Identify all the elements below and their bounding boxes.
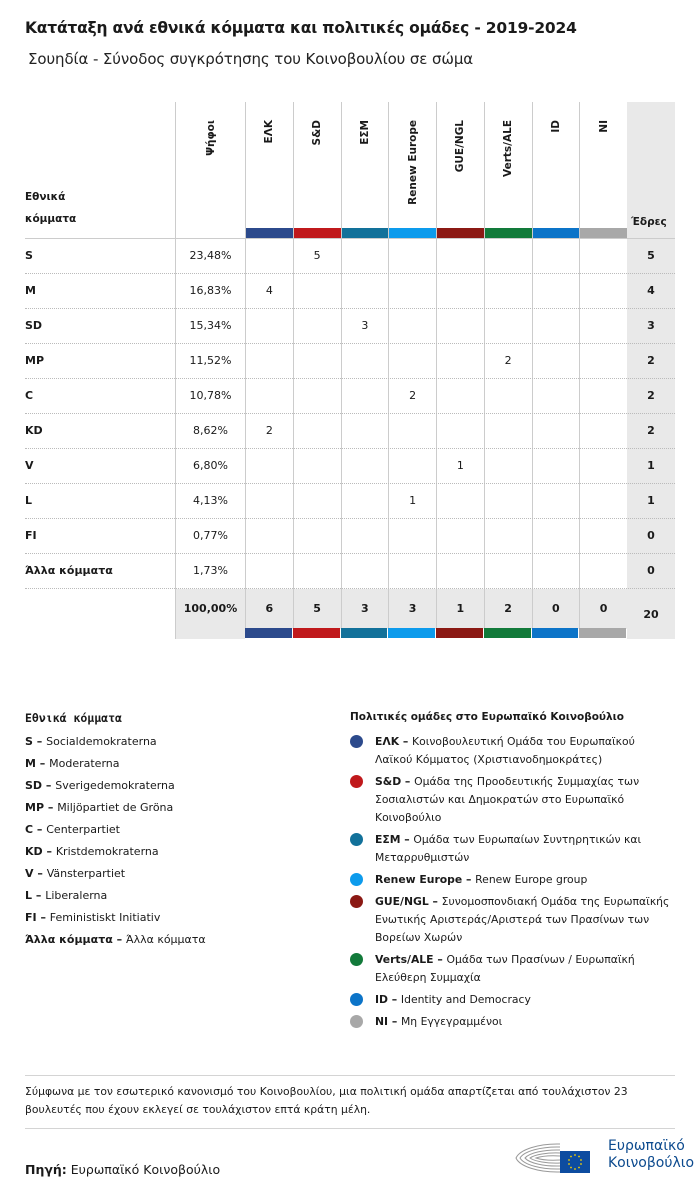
national-parties-legend <box>25 711 206 951</box>
seats-header-label: Έδρες <box>631 216 667 228</box>
seats-cell: 2 <box>627 379 675 414</box>
group-seats-cell <box>388 519 436 554</box>
table-header <box>25 102 675 238</box>
political-group-legend-item: GUE/NGL – Συνομοσπονδιακή Ομάδα της Ευρωπαϊκής Ενωτικής Αριστεράς/Αριστερά των Πρασίνων των Βορείων Χωρών <box>350 893 675 947</box>
total-seats-cell: 20 <box>627 589 675 639</box>
group-seats-cell: 5 <box>293 239 341 274</box>
political-group-legend-item: NI – Μη Εγγεγραμμένοι <box>350 1013 675 1031</box>
party-column-header <box>25 186 76 230</box>
votes-cell: 6,80% <box>175 449 245 484</box>
total-group-cell: 0 <box>532 589 580 629</box>
group-seats-cell <box>293 309 341 344</box>
group-color-bar <box>293 628 340 638</box>
group-color-bar <box>246 228 293 238</box>
group-seats-cell <box>293 449 341 484</box>
seats-cell: 4 <box>627 274 675 309</box>
total-group-cell: 3 <box>388 589 436 629</box>
table-row <box>25 518 675 553</box>
group-seats-cell <box>388 554 436 589</box>
group-seats-cell <box>579 554 627 589</box>
group-header-label: Renew Europe <box>406 120 419 205</box>
votes-cell: 0,77% <box>175 519 245 554</box>
logo-text <box>608 1138 694 1172</box>
total-group-cell: 5 <box>293 589 341 629</box>
group-seats-cell <box>436 309 484 344</box>
group-seats-cell <box>341 239 389 274</box>
group-seats-cell <box>532 239 580 274</box>
party-name: Miljöpartiet de Gröna <box>57 801 174 814</box>
national-party-legend-item: MP – Miljöpartiet de Gröna <box>25 801 174 814</box>
party-name: Socialdemokraterna <box>46 735 157 748</box>
group-color-bar <box>342 228 389 238</box>
group-seats-cell: 2 <box>484 344 532 379</box>
group-seats-cell <box>436 554 484 589</box>
group-seats-cell: 2 <box>388 379 436 414</box>
group-seats-cell <box>341 414 389 449</box>
source-value: Ευρωπαϊκό Κοινοβούλιο <box>70 1162 221 1177</box>
group-color-bar <box>437 228 484 238</box>
group-column-header <box>484 102 532 238</box>
political-groups-legend-title: Πολιτικές ομάδες στο Ευρωπαϊκό Κοινοβούλιο <box>350 711 624 723</box>
group-color-bar <box>245 628 292 638</box>
party-abbr: FI <box>25 911 37 924</box>
group-color-bar <box>341 628 388 638</box>
total-group-cell: 1 <box>436 589 484 629</box>
table-row <box>25 483 675 518</box>
party-cell: V <box>25 459 34 472</box>
page-title: Κατάταξη ανά εθνικά κόμματα και πολιτικές ομάδες - 2019-2024 <box>25 19 577 37</box>
party-cell: Άλλα κόμματα <box>25 564 113 577</box>
group-seats-cell <box>245 449 293 484</box>
group-seats-cell <box>341 449 389 484</box>
group-column-header <box>341 102 389 238</box>
group-abbr: NI <box>375 1015 389 1028</box>
party-abbr: SD <box>25 779 43 792</box>
table-row <box>25 448 675 483</box>
group-seats-cell: 2 <box>245 414 293 449</box>
parliament-hemicycle-icon <box>512 1138 604 1178</box>
group-seats-cell <box>579 379 627 414</box>
seats-table <box>25 102 675 638</box>
divider <box>25 1128 675 1129</box>
party-cell: KD <box>25 424 43 437</box>
party-cell: M <box>25 284 36 297</box>
group-seats-cell <box>341 484 389 519</box>
political-group-legend-item: ID – Identity and Democracy <box>350 991 675 1009</box>
group-seats-cell <box>388 449 436 484</box>
group-seats-cell <box>532 449 580 484</box>
group-color-dot-icon <box>350 993 363 1006</box>
group-seats-cell: 3 <box>341 309 389 344</box>
group-column-header <box>293 102 341 238</box>
group-seats-cell <box>436 379 484 414</box>
group-color-bar <box>580 228 627 238</box>
group-seats-cell <box>341 519 389 554</box>
national-party-legend-item: C – Centerpartiet <box>25 823 120 836</box>
group-seats-cell <box>484 519 532 554</box>
group-column-header <box>436 102 484 238</box>
group-color-bar <box>485 228 532 238</box>
group-color-dot-icon <box>350 1015 363 1028</box>
group-abbr: Renew Europe <box>375 873 463 886</box>
group-name: Renew Europe group <box>475 873 588 886</box>
political-group-legend-item: ΕΣΜ – Ομάδα των Ευρωπαίων Συντηρητικών και Μεταρρυθμιστών <box>350 831 675 867</box>
group-seats-cell <box>436 484 484 519</box>
group-seats-cell <box>293 554 341 589</box>
group-seats-cell <box>245 519 293 554</box>
table-row <box>25 273 675 308</box>
group-seats-cell: 1 <box>388 484 436 519</box>
votes-cell: 8,62% <box>175 414 245 449</box>
group-abbr: ΕΣΜ <box>375 833 401 846</box>
group-seats-cell <box>293 519 341 554</box>
party-name: Liberalerna <box>45 889 108 902</box>
total-group-cell: 2 <box>484 589 532 629</box>
group-seats-cell <box>484 554 532 589</box>
group-seats-cell <box>484 274 532 309</box>
seats-cell: 0 <box>627 519 675 554</box>
group-seats-cell <box>484 309 532 344</box>
group-seats-cell <box>484 449 532 484</box>
table-row <box>25 413 675 448</box>
group-seats-cell <box>579 239 627 274</box>
political-group-legend-item: ΕΛΚ – Κοινοβουλευτική Ομάδα του Ευρωπαϊκού Λαϊκού Κόμματος (Χριστιανοδημοκράτες) <box>350 733 675 769</box>
group-column-header <box>532 102 580 238</box>
group-seats-cell <box>388 239 436 274</box>
group-name: Ομάδα των Ευρωπαίων Συντηρητικών και Μεταρρυθμιστών <box>375 833 642 864</box>
footnote: Σύμφωνα με τον εσωτερικό κανονισμό του Κοινοβουλίου, μια πολιτική ομάδα απαρτίζεται από τουλάχιστον 23 βουλευτές που έχουν εκλεγεί σε τουλάχιστον επτά κράτη μέλη. <box>25 1085 628 1116</box>
group-seats-cell <box>245 309 293 344</box>
national-party-legend-item: S – Socialdemokraterna <box>25 735 157 748</box>
group-color-dot-icon <box>350 873 363 886</box>
group-color-bar <box>436 628 483 638</box>
table-row <box>25 343 675 378</box>
political-group-legend-item: Renew Europe – Renew Europe group <box>350 871 675 889</box>
group-seats-cell <box>341 379 389 414</box>
group-seats-cell <box>532 379 580 414</box>
party-abbr: M <box>25 757 36 770</box>
party-abbr: S <box>25 735 33 748</box>
group-header-label: NI <box>597 120 610 133</box>
group-header-label: GUE/NGL <box>454 120 467 173</box>
party-cell: S <box>25 249 33 262</box>
votes-cell: 4,13% <box>175 484 245 519</box>
group-color-bar <box>579 628 626 638</box>
group-color-bar <box>389 228 436 238</box>
group-seats-cell <box>532 309 580 344</box>
group-seats-cell <box>341 274 389 309</box>
political-groups-legend <box>350 711 675 1035</box>
group-seats-cell <box>579 309 627 344</box>
group-seats-cell <box>293 379 341 414</box>
table-row <box>25 378 675 413</box>
group-header-label: ΕΣΜ <box>358 120 371 145</box>
group-seats-cell: 1 <box>436 449 484 484</box>
group-seats-cell <box>484 414 532 449</box>
group-seats-cell <box>484 379 532 414</box>
table-row <box>25 553 675 588</box>
group-seats-cell <box>579 519 627 554</box>
totals-row <box>25 588 675 638</box>
group-header-label: Verts/ALE <box>502 120 515 177</box>
party-abbr: L <box>25 889 33 902</box>
national-party-legend-item: KD – Kristdemokraterna <box>25 845 159 858</box>
group-seats-cell <box>579 274 627 309</box>
group-seats-cell <box>436 344 484 379</box>
national-parties-legend-title: Εθνικά κόμματα <box>25 711 122 725</box>
party-name: Feministiskt Initiativ <box>49 911 161 924</box>
group-abbr: Verts/ALE <box>375 953 434 966</box>
party-cell: MP <box>25 354 45 367</box>
group-name: Identity and Democracy <box>400 993 531 1006</box>
group-name: Συνομοσπονδιακή Ομάδα της Ευρωπαϊκής Ενωτικής Αριστεράς/Αριστερά των Πρασίνων των Βορείων Χωρών <box>375 895 670 944</box>
group-seats-cell <box>388 309 436 344</box>
group-name: Μη Εγγεγραμμένοι <box>400 1015 503 1028</box>
votes-cell: 23,48% <box>175 239 245 274</box>
group-color-bar <box>388 628 435 638</box>
group-abbr: S&D <box>375 775 402 788</box>
table-row <box>25 238 675 273</box>
party-abbr: Άλλα κόμματα <box>25 933 113 946</box>
national-party-legend-item: M – Moderaterna <box>25 757 120 770</box>
group-seats-cell <box>293 484 341 519</box>
group-header-label: ΕΛΚ <box>263 120 276 144</box>
seats-cell: 1 <box>627 449 675 484</box>
group-seats-cell <box>245 344 293 379</box>
group-seats-cell <box>532 554 580 589</box>
party-abbr: KD <box>25 845 43 858</box>
national-party-legend-item: V – Vänsterpartiet <box>25 867 126 880</box>
total-group-cell: 0 <box>579 589 627 629</box>
national-party-legend-item: SD – Sverigedemokraterna <box>25 779 175 792</box>
total-group-cell: 6 <box>245 589 293 629</box>
group-column-header <box>579 102 627 238</box>
seats-cell: 3 <box>627 309 675 344</box>
votes-cell: 10,78% <box>175 379 245 414</box>
party-name: Centerpartiet <box>46 823 120 836</box>
political-group-legend-item: S&D – Ομάδα της Προοδευτικής Συμμαχίας των Σοσιαλιστών και Δημοκρατών στο Ευρωπαϊκό Κοινοβούλιο <box>350 773 675 827</box>
group-seats-cell <box>245 239 293 274</box>
group-seats-cell <box>436 414 484 449</box>
seats-cell: 2 <box>627 344 675 379</box>
total-votes-cell: 100,00% <box>175 589 245 639</box>
group-color-bar <box>294 228 341 238</box>
group-header-label: ID <box>549 120 562 133</box>
group-seats-cell <box>484 239 532 274</box>
group-seats-cell <box>436 519 484 554</box>
group-seats-cell <box>245 484 293 519</box>
source-line <box>25 1162 220 1177</box>
group-seats-cell <box>579 484 627 519</box>
group-seats-cell: 4 <box>245 274 293 309</box>
group-seats-cell <box>436 239 484 274</box>
group-column-header <box>388 102 436 238</box>
group-name: Κοινοβουλευτική Ομάδα του Ευρωπαϊκού Λαϊκού Κόμματος (Χριστιανοδημοκράτες) <box>375 735 635 766</box>
table-row <box>25 308 675 343</box>
national-party-legend-item: Άλλα κόμματα – Άλλα κόμματα <box>25 933 206 946</box>
votes-cell: 16,83% <box>175 274 245 309</box>
group-seats-cell <box>579 414 627 449</box>
group-color-dot-icon <box>350 735 363 748</box>
votes-cell: 1,73% <box>175 554 245 589</box>
group-color-dot-icon <box>350 953 363 966</box>
seats-column-header <box>627 102 675 238</box>
group-name: Ομάδα της Προοδευτικής Συμμαχίας των Σοσιαλιστών και Δημοκρατών στο Ευρωπαϊκό Κοινοβούλιο <box>375 775 640 824</box>
group-color-dot-icon <box>350 833 363 846</box>
group-seats-cell <box>245 379 293 414</box>
party-name: Sverigedemokraterna <box>55 779 175 792</box>
group-seats-cell <box>579 449 627 484</box>
group-seats-cell <box>579 344 627 379</box>
group-seats-cell <box>293 344 341 379</box>
seats-cell: 2 <box>627 414 675 449</box>
total-group-cell: 3 <box>341 589 389 629</box>
party-cell: FI <box>25 529 37 542</box>
group-seats-cell <box>484 484 532 519</box>
group-seats-cell <box>532 344 580 379</box>
party-cell: L <box>25 494 33 507</box>
votes-column-header <box>175 102 245 238</box>
party-name: Vänsterpartiet <box>46 867 126 880</box>
group-seats-cell <box>341 554 389 589</box>
votes-header-label: Ψήφοι <box>204 120 217 156</box>
party-abbr: V <box>25 867 34 880</box>
group-seats-cell <box>293 414 341 449</box>
party-cell: SD <box>25 319 43 332</box>
seats-cell: 5 <box>627 239 675 274</box>
party-name: Kristdemokraterna <box>55 845 159 858</box>
source-label: Πηγή: <box>25 1162 67 1177</box>
table-body <box>25 238 675 638</box>
party-abbr: MP <box>25 801 45 814</box>
group-seats-cell <box>436 274 484 309</box>
seats-cell: 1 <box>627 484 675 519</box>
group-color-dot-icon <box>350 775 363 788</box>
group-color-bar <box>533 228 580 238</box>
group-seats-cell <box>532 484 580 519</box>
seats-cell: 0 <box>627 554 675 589</box>
group-name: Ομάδα των Πρασίνων / Ευρωπαϊκή Ελεύθερη Συμμαχία <box>375 953 635 984</box>
group-color-bar <box>484 628 531 638</box>
group-abbr: ΕΛΚ <box>375 735 400 748</box>
national-party-legend-item: L – Liberalerna <box>25 889 108 902</box>
group-seats-cell <box>245 554 293 589</box>
group-abbr: GUE/NGL <box>375 895 429 908</box>
national-party-legend-item: FI – Feministiskt Initiativ <box>25 911 161 924</box>
logo-line1: Ευρωπαϊκό <box>608 1138 685 1154</box>
group-column-header <box>245 102 293 238</box>
group-seats-cell <box>532 414 580 449</box>
party-cell: C <box>25 389 34 402</box>
group-color-dot-icon <box>350 895 363 908</box>
page-subtitle: Σουηδία - Σύνοδος συγκρότησης του Κοινοβουλίου σε σώμα <box>28 50 474 68</box>
divider <box>25 1075 675 1076</box>
party-name: Άλλα κόμματα <box>125 933 206 946</box>
group-seats-cell <box>341 344 389 379</box>
group-seats-cell <box>388 414 436 449</box>
group-seats-cell <box>388 274 436 309</box>
party-header-line2: κόμματα <box>25 213 77 225</box>
european-parliament-logo <box>512 1138 695 1178</box>
party-abbr: C <box>25 823 34 836</box>
group-color-bar <box>532 628 579 638</box>
group-seats-cell <box>532 519 580 554</box>
group-seats-cell <box>532 274 580 309</box>
party-name: Moderaterna <box>49 757 120 770</box>
votes-cell: 15,34% <box>175 309 245 344</box>
logo-line2: Κοινοβούλιο <box>608 1155 695 1171</box>
political-group-legend-item: Verts/ALE – Ομάδα των Πρασίνων / Ευρωπαϊκή Ελεύθερη Συμμαχία <box>350 951 675 987</box>
votes-cell: 11,52% <box>175 344 245 379</box>
party-header-line1: Εθνικά <box>25 191 66 203</box>
group-seats-cell <box>388 344 436 379</box>
group-abbr: ID <box>375 993 388 1006</box>
group-seats-cell <box>293 274 341 309</box>
group-header-label: S&D <box>311 120 324 146</box>
